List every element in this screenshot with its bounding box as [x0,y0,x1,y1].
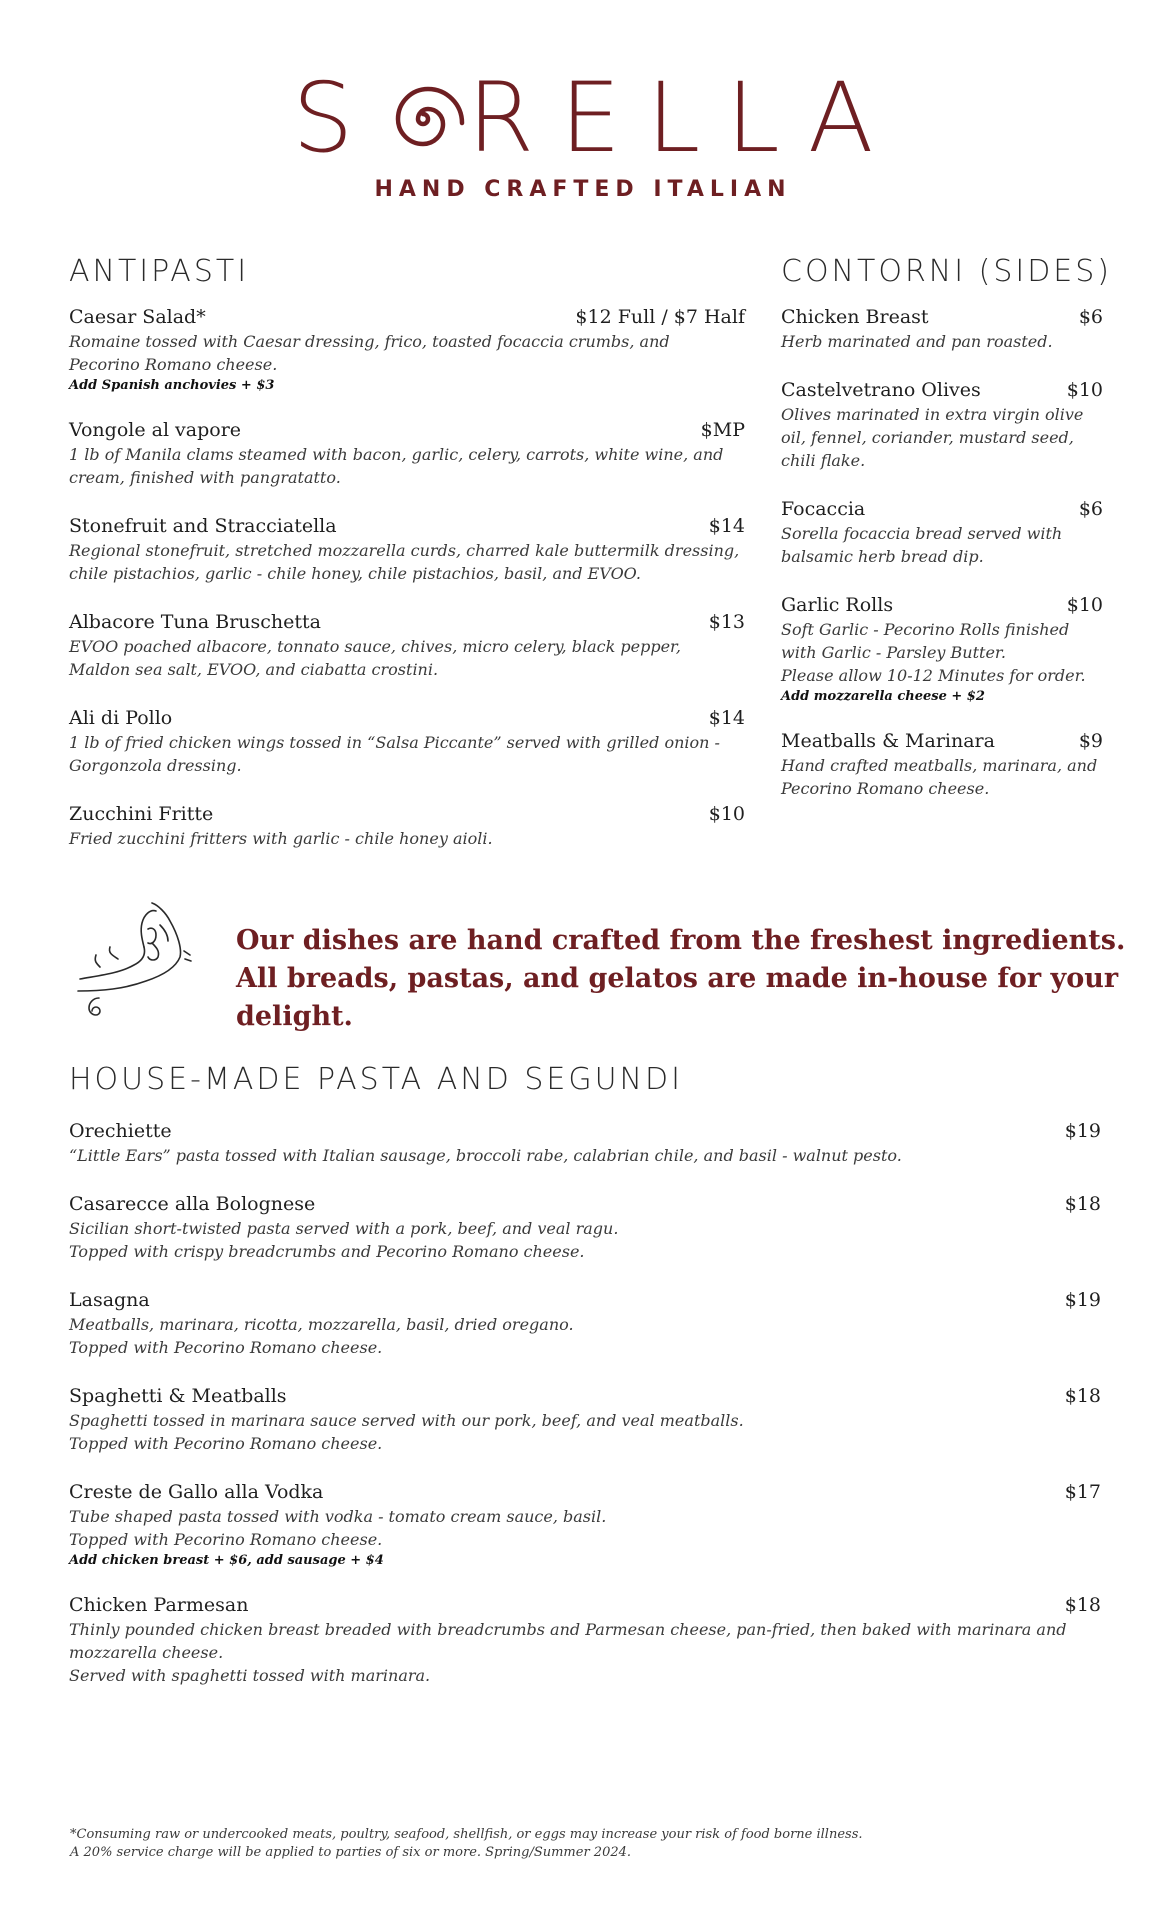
item-description: Hand crafted meatballs, marinara, and Pecorino Romano cheese. [781,756,1098,798]
item-description: Sorella focaccia bread served with balsamic herb bread dip. [781,524,1063,566]
item-name: Garlic Rolls [781,594,894,616]
item-price: $18 [1064,1594,1101,1616]
menu-item [781,306,1103,353]
item-name: Albacore Tuna Bruschetta [69,611,322,633]
item-name: Casarecce alla Bolognese [69,1193,316,1215]
item-price: $17 [1064,1481,1101,1503]
item-name: Focaccia [781,498,866,520]
item-name: Zucchini Fritte [69,803,214,825]
item-description: Regional stonefruit, stretched mozzarella curds, charred kale buttermilk dressing, chile pistachios, garlic - chile honey, chile pistachios, basil, and EVOO. [69,541,740,583]
item-description: 1 lb of Manila clams steamed with bacon, garlic, celery, carrots, white wine, and cream, finished with pangratatto. [69,445,724,487]
item-addon: Add chicken breast + $6, add sausage + $4 [69,1553,384,1568]
footer-disclaimer: *Consuming raw or undercooked meats, poultry, seafood, shellfish, or eggs may increase your risk of food borne illness. [70,1827,863,1842]
menu-item [69,1289,1101,1359]
item-name: Lasagna [69,1289,150,1311]
item-description: Tube shaped pasta tossed with vodka - tomato cream sauce, basil. Topped with Pecorino Romano cheese. [69,1507,607,1549]
contorni-list [781,306,1103,826]
footer-service-charge: A 20% service charge will be applied to parties of six or more. Spring/Summer 2024. [70,1845,632,1860]
item-description: 1 lb of fried chicken wings tossed in “Salsa Piccante” served with grilled onion - Gorgonzola dressing. [69,733,720,775]
item-description: Spaghetti tossed in marinara sauce served with our pork, beef, and veal meatballs. Topped with Pecorino Romano cheese. [69,1411,744,1453]
item-name: Orechiette [69,1120,172,1142]
item-price: $6 [1078,498,1103,520]
item-price: $MP [700,419,745,441]
item-price: $18 [1064,1193,1101,1215]
item-name: Creste de Gallo alla Vodka [69,1481,324,1503]
banner-line-2: All breads, pastas, and gelatos are made in-house for your delight. [236,963,1119,1032]
item-name: Ali di Pollo [69,707,173,729]
item-description: Soft Garlic - Pecorino Rolls finished with Garlic - Parsley Butter. Please allow 10-12 Minutes for order. [781,620,1086,685]
item-description: Thinly pounded chicken breast breaded with breadcrumbs and Parmesan cheese, pan-fried, then baked with marinara and mozzarella cheese. Served with spaghetti tossed with marinara. [69,1620,1067,1685]
menu-item [69,1594,1101,1687]
item-description: Olives marinated in extra virgin olive oil, fennel, coriander, mustard seed, chili flake. [781,405,1084,470]
item-name: Meatballs & Marinara [781,730,995,752]
pasta-list [69,1120,1101,1713]
item-description: EVOO poached albacore, tonnato sauce, chives, micro celery, black pepper, Maldon sea salt, EVOO, and ciabatta crostini. [69,637,682,679]
pasta-title: HOUSE-MADE PASTA AND SEGUNDI [69,1062,683,1097]
banner-message [236,922,1166,1036]
menu-item [781,730,1103,800]
item-name: Castelvetrano Olives [781,379,981,401]
menu-item [781,594,1103,704]
item-price: $10 [1066,594,1103,616]
item-name: Spaghetti & Meatballs [69,1385,287,1407]
menu-item [69,611,745,681]
item-price: $19 [1064,1120,1101,1142]
menu-item [69,306,745,393]
item-price: $12 Full / $7 Half [575,306,745,328]
hand-gesture-icon [72,895,202,1025]
logo [0,62,1166,202]
item-name: Caesar Salad* [69,306,206,328]
item-description: Herb marinated and pan roasted. [781,332,1053,351]
item-price: $10 [1066,379,1103,401]
item-name: Chicken Breast [781,306,929,328]
menu-item [69,1385,1101,1455]
item-name: Stonefruit and Stracciatella [69,515,337,537]
menu-item [69,1481,1101,1568]
item-price: $10 [708,803,745,825]
item-price: $14 [708,515,745,537]
menu-item [69,707,745,777]
antipasti-title: ANTIPASTI [69,254,250,289]
item-name: Vongole al vapore [69,419,242,441]
spiral-o-icon [381,77,465,161]
item-price: $6 [1078,306,1103,328]
item-name: Chicken Parmesan [69,1594,249,1616]
menu-item [69,803,745,850]
item-addon: Add Spanish anchovies + $3 [69,378,275,393]
menu-item [69,419,745,489]
item-description: Romaine tossed with Caesar dressing, frico, toasted focaccia crumbs, and Pecorino Romano cheese. [69,332,670,374]
antipasti-list [69,306,745,876]
item-price: $18 [1064,1385,1101,1407]
item-description: Sicilian short-twisted pasta served with a pork, beef, and veal ragu. Topped with crispy breadcrumbs and Pecorino Romano cheese. [69,1219,619,1261]
item-price: $13 [708,611,745,633]
item-price: $9 [1078,730,1103,752]
menu-item [781,498,1103,568]
footer-notes [70,1826,863,1862]
menu-item [69,515,745,585]
item-addon: Add mozzarella cheese + $2 [781,689,985,704]
item-price: $14 [708,707,745,729]
banner-line-1: Our dishes are hand crafted from the freshest ingredients. [236,925,1126,956]
item-description: Meatballs, marinara, ricotta, mozzarella, basil, dried oregano. Topped with Pecorino Romano cheese. [69,1315,574,1357]
item-description: “Little Ears” pasta tossed with Italian sausage, broccoli rabe, calabrian chile, and basil - walnut pesto. [69,1146,902,1165]
logo-letter-s: S [292,62,380,174]
item-price: $19 [1064,1289,1101,1311]
item-description: Fried zucchini fritters with garlic - chile honey aioli. [69,829,493,848]
logo-tagline: HAND CRAFTED ITALIAN [374,176,792,202]
menu-item [69,1193,1101,1263]
menu-item [69,1120,1101,1167]
logo-letters-rella: RELLA [467,62,900,174]
logo-wordmark [26,62,1166,174]
menu-item [781,379,1103,472]
contorni-title: CONTORNI (SIDES) [781,254,1113,289]
